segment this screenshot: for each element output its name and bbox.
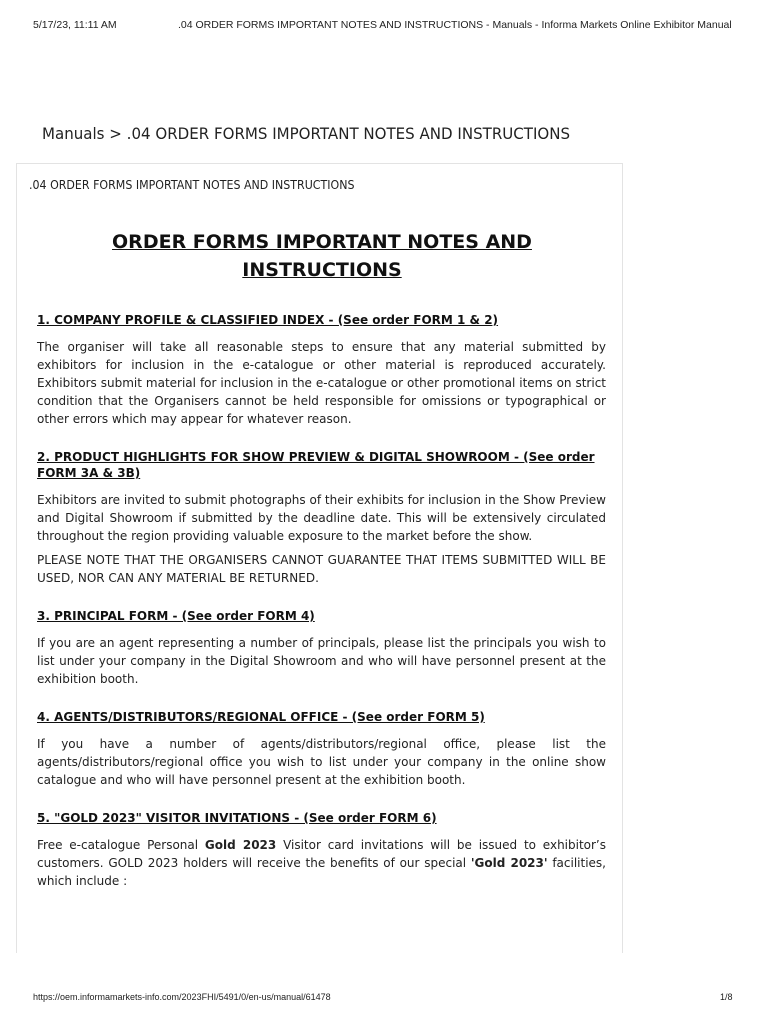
bold-text: 'Gold 2023' bbox=[470, 856, 548, 870]
section-agents-distributors bbox=[37, 709, 606, 789]
section-heading: 2. PRODUCT HIGHLIGHTS FOR SHOW PREVIEW & DIGITAL SHOWROOM - (See order FORM 3A & 3B) bbox=[37, 450, 595, 480]
print-page-title: .04 ORDER FORMS IMPORTANT NOTES AND INSTRUCTIONS - Manuals - Informa Markets Online Exhibitor Manual bbox=[178, 19, 732, 31]
section-paragraph: PLEASE NOTE THAT THE ORGANISERS CANNOT GUARANTEE THAT ITEMS SUBMITTED WILL BE USED, NOR CAN ANY MATERIAL BE RETURNED. bbox=[37, 553, 606, 585]
section-heading: 3. PRINCIPAL FORM - (See order FORM 4) bbox=[37, 609, 315, 623]
text-run: Free e-catalogue Personal bbox=[37, 838, 205, 852]
bold-text: Gold 2023 bbox=[204, 838, 277, 852]
manual-panel bbox=[16, 163, 623, 953]
text-run: Visitor card invitations will be issued to exhibitor’s customers. GOLD 2023 holders will receive the benefits of our special bbox=[37, 838, 607, 870]
section-heading: 1. COMPANY PROFILE & CLASSIFIED INDEX - (See order FORM 1 & 2) bbox=[37, 313, 499, 327]
breadcrumb bbox=[42, 124, 570, 143]
section-paragraph: If you are an agent representing a number of principals, please list the principals you wish to list under your company in the Digital Showroom and who will have personnel present at the exhibition booth. bbox=[37, 636, 606, 686]
section-heading: 5. "GOLD 2023" VISITOR INVITATIONS - (See order FORM 6) bbox=[37, 811, 437, 825]
print-url: https://oem.informamarkets-info.com/2023FHI/5491/0/en-us/manual/61478 bbox=[33, 992, 331, 1002]
section-heading: 4. AGENTS/DISTRIBUTORS/REGIONAL OFFICE - (See order FORM 5) bbox=[37, 710, 485, 724]
section-principal-form bbox=[37, 608, 606, 688]
breadcrumb-link-manuals[interactable]: Manuals bbox=[42, 124, 105, 143]
section-company-profile bbox=[37, 312, 606, 428]
page-title: ORDER FORMS IMPORTANT NOTES AND INSTRUCTIONS bbox=[112, 231, 532, 281]
section-gold-invitations bbox=[37, 810, 606, 890]
print-footer bbox=[0, 992, 768, 1006]
section-product-highlights bbox=[37, 449, 606, 587]
section-paragraph: If you have a number of agents/distributors/regional office, please list the agents/distributors/regional office you wish to list under your company in the online show catalogue and who will have personnel present at the exhibition booth. bbox=[37, 737, 606, 787]
breadcrumb-separator: > bbox=[104, 124, 127, 143]
page-number: 1/8 bbox=[720, 992, 733, 1002]
print-header bbox=[0, 0, 768, 31]
breadcrumb-current: .04 ORDER FORMS IMPORTANT NOTES AND INSTRUCTIONS bbox=[126, 124, 571, 143]
text-run: facilities, which include : bbox=[37, 856, 606, 888]
section-paragraph bbox=[37, 836, 606, 890]
section-paragraph: Exhibitors are invited to submit photographs of their exhibits for inclusion in the Show Preview and Digital Showroom if submitted by the deadline date. This will be extensively circulated throughout the region providing valuable exposure to the market before the show. bbox=[37, 493, 606, 543]
panel-heading: .04 ORDER FORMS IMPORTANT NOTES AND INSTRUCTIONS bbox=[29, 178, 355, 192]
print-timestamp: 5/17/23, 11:11 AM bbox=[33, 19, 117, 31]
manual-content bbox=[37, 312, 606, 911]
section-paragraph: The organiser will take all reasonable steps to ensure that any material submitted by exhibitors for inclusion in the e-catalogue or other material is reproduced accurately. Exhibitors submit material for inclusion in the e-catalogue or other promotional items on strict condition that the Organisers cannot be held responsible for omissions or typographical or other errors which may appear for whatever reason. bbox=[37, 340, 606, 426]
